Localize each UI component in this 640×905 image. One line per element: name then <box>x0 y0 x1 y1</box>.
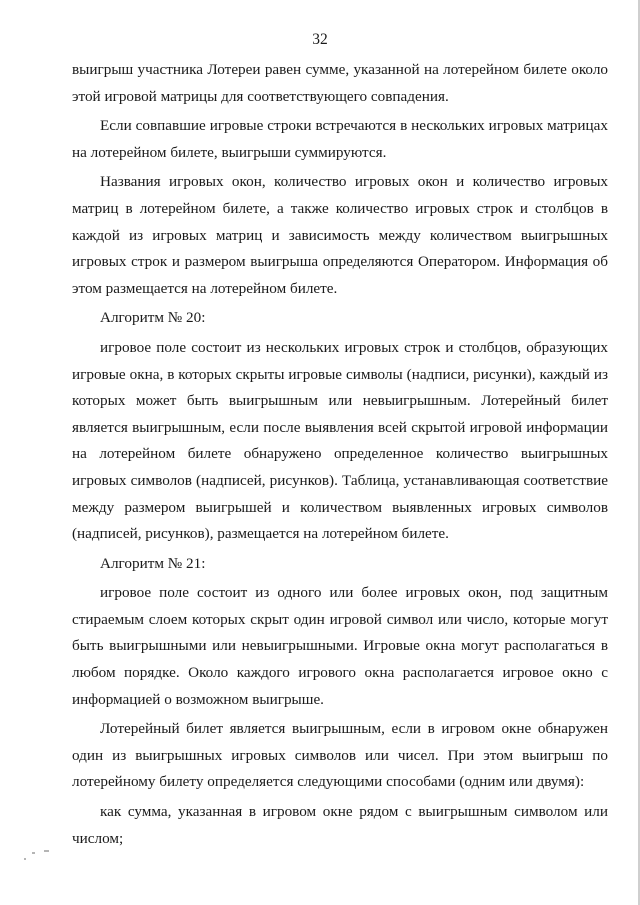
page-number: 32 <box>312 31 328 48</box>
paragraph-winnings-continued: выигрыш участника Лотереи равен сумме, указанной на лотерейном билете около этой игровой матрицы для соответствующего совпадения. <box>72 61 608 105</box>
paragraph-operator-info: Названия игровых окон, количество игровых окон и количество игровых матриц в лотерейном билете, а также количество игровых строк и столбцов в каждой из игровых матриц и зависимость между количеством выигрышных игровых строк и размером выигрыша определяются Оператором. Информация об этом размещается на лотерейном билете. <box>72 173 608 297</box>
document-body <box>72 57 608 852</box>
algorithm-21-heading: Алгоритм № 21: <box>100 554 206 572</box>
scan-mark <box>32 852 35 854</box>
scan-mark <box>24 858 26 860</box>
algorithm-20-heading: Алгоритм № 20: <box>100 309 206 327</box>
paragraph-sum-method: как сумма, указанная в игровом окне рядом с выигрышным символом или числом; <box>72 803 608 847</box>
paragraph-summation: Если совпавшие игровые строки встречаются в нескольких игровых матрицах на лотерейном билете, выигрыши суммируются. <box>72 117 608 161</box>
algorithm-20-text: игровое поле состоит из нескольких игровых строк и столбцов, образующих игровые окна, в которых скрыты игровые символы (надписи, рисунки), каждый из которых может быть выигрышным или невыигрышным. Лотерейный билет является выигрышным, если после выявления всей скрытой игровой информации на лотерейном билете обнаружено определенное количество выигрышных игровых символов (надписей, рисунков). Таблица, устанавливающая соответствие между размером выигрышей и количеством выявленных игровых символов (надписей, рисунков), размещается на лотерейном билете. <box>72 338 608 543</box>
scan-mark <box>44 850 49 852</box>
algorithm-21-text: игровое поле состоит из одного или более игровых окон, под защитным стираемым слоем которых скрыт один игровой символ или число, которые могут быть выигрышными или невыигрышными. Игровые окна могут располагаться в любом порядке. Около каждого игрового окна располагается игровое окно с информацией о возможном выигрыше. <box>72 584 608 708</box>
paragraph-winning-ticket: Лотерейный билет является выигрышным, если в игровом окне обнаружен один из выигрышных игровых символов или чисел. При этом выигрыш по лотерейному билету определяется следующими способами (одним или двумя): <box>72 720 608 791</box>
